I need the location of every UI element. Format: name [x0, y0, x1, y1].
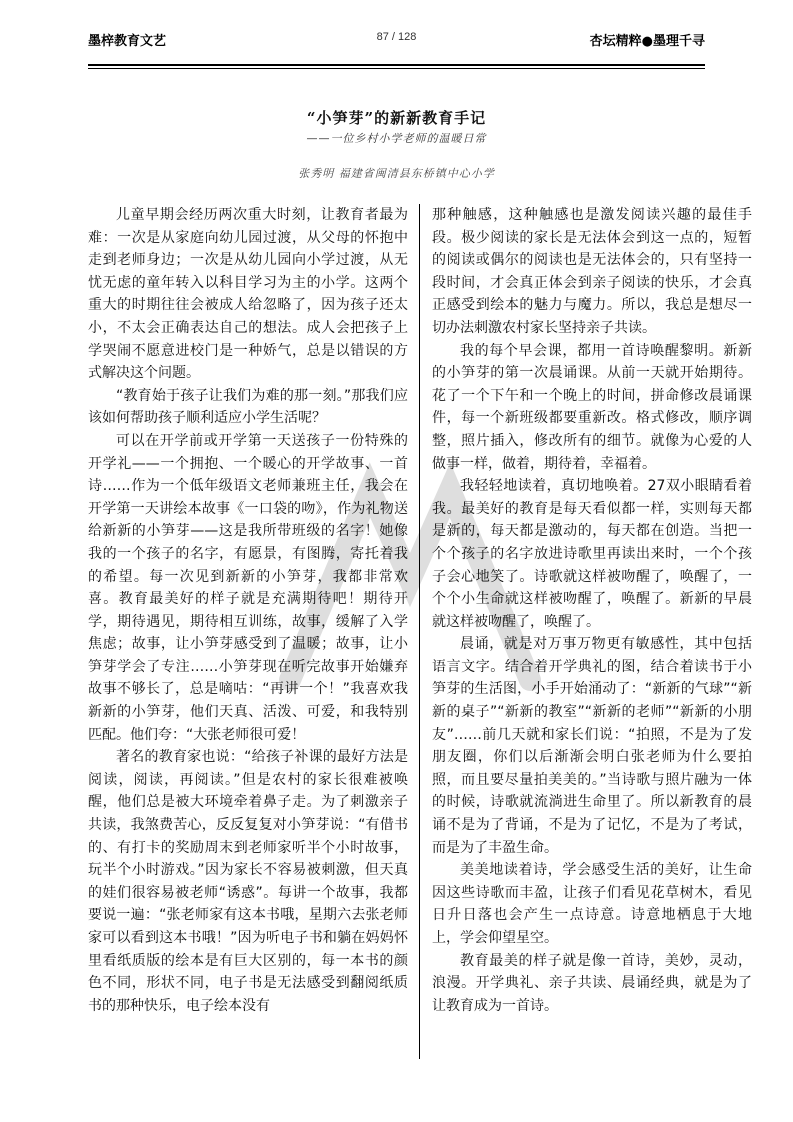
article-author: 张秀明 福建省闽清县东桥镇中心小学 — [298, 167, 495, 180]
paragraph: 儿童早期会经历两次重大时刻，让教育者最为难：一次是从家庭向幼儿园过渡，从父母的怀抱中走到老师身边；一次是从幼儿园向小学过渡，从无忧无虑的童年转入以科目学习为主的小学。这两个重大的时期往往会被成人给忽略了，因为孩子还太小，不太会正确表达自己的想法。成人会把孩子上学哭闹不愿意进校门是一种娇气，总是以错误的方式解决这个问题。 — [88, 207, 408, 382]
paragraph: 那种触感，这种触感也是激发阅读兴趣的最佳手段。极少阅读的家长是无法体会到这一点的，短暂的阅读或偶尔的阅读也是无法体会的，只有坚持一段时间，才会真正体会到亲子阅读的快乐，才会真正感受到绘本的魅力与魔力。所以，我总是想尽一切办法刺激农村家长坚持亲子共读。 — [432, 207, 752, 336]
header-rule-thin — [88, 68, 705, 69]
paragraph: 美美地读着诗，学会感受生活的美好，让生命因这些诗歌而丰盈，让孩子们看见花草树木，看见日升日落也会产生一点诗意。诗意地栖息于大地上，学会仰望星空。 — [432, 862, 752, 946]
paragraph: 我的每个早会课，都用一首诗唤醒黎明。新新的小笋芽的第一次晨诵课。从前一天就开始期待。花了一个下午和一个晚上的时间，拼命修改晨诵课件，每一个新班级都要重新改。格式修改，顺序调整，照片插入，修改所有的细节。就像为心爱的人做事一样，做着，期待着，幸福着。 — [432, 342, 752, 472]
article-subtitle: ——一位乡村小学老师的温暖日常 — [306, 132, 487, 145]
paragraph: 晨诵，就是对万事万物更有敏感性，其中包括语言文字。结合着开学典礼的图，结合着读书于小笋芽的生活图，小手开始涌动了：“新新的气球”“新新的桌子”“新新的教室”“新新的老师”“新新的小朋友”……前几天就和家长们说：“拍照，不是为了发朋友圈，你们以后渐渐会明白张老师为什么要拍照，而且要尽量拍美美的。”当诗歌与照片融为一体的时候，诗歌就流淌进生命里了。所以新教育的晨诵不是为了背诵，不是为了记忆，不是为了考试，而是为了丰盈生命。 — [432, 636, 752, 856]
page-number: 87 / 128 — [376, 31, 417, 43]
journal-name: 墨梓教育文艺 — [88, 34, 167, 49]
paragraph: 著名的教育家也说：“给孩子补课的最好方法是阅读，阅读，再阅读。”但是农村的家长很难被唤醒，他们总是被大环境牵着鼻子走。为了刺激亲子共读，我煞费苦心，反反复复对小笋芽说：“有借书的、有打卡的奖励周末到老师家听半个小时故事，玩半个小时游戏。”因为家长不容易被刺激，但天真的娃们很容易被老师“诱惑”。每讲一个故事，我都要说一遍：“张老师家有这本书哦，星期六去张老师家可以看到这本书哦！”因为听电子书和躺在妈妈怀里看纸质版的绘本是有巨大区别的，每一本书的颜色不同，形状不同，电子书是无法感受到翻阅纸质书的那种快乐，电子绘本没有 — [88, 749, 408, 1014]
right-column — [432, 204, 752, 1017]
section-name: 杏坛精粹●墨理千寻 — [589, 34, 705, 49]
paragraph: 教育最美的样子就是像一首诗，美妙，灵动，浪漫。开学典礼、亲子共读、晨诵经典，就是为了让教育成为一首诗。 — [432, 952, 752, 1014]
left-column — [88, 204, 408, 1017]
paragraph: 可以在开学前或开学第一天送孩子一份特殊的开学礼——一个拥抱、一个暖心的开学故事、一首诗……作为一个低年级语文老师兼班主任，我会在开学第一天讲绘本故事《一口袋的吻》，作为礼物送给新新的小笋芽——这是我所带班级的名字！她像我的一个孩子的名字，有愿景，有图腾，寄托着我的希望。每一次见到新新的小笋芽，我都非常欢喜。教育最美好的样子就是充满期待吧！期待开学，期待遇见，期待相互训练，故事，缓解了入学焦虑；故事，让小笋芽感受到了温暖；故事，让小笋芽学会了专注……小笋芽现在听完故事开始嫌弃故事不够长了，总是嘀咕：“再讲一个！”我喜欢我新新的小笋芽，他们天真、活泼、可爱，和我特别匹配。他们夸：“大张老师很可爱！ — [88, 432, 408, 743]
header-rule-thick — [88, 64, 705, 66]
paragraph: 我轻轻地读着，真切地唤着。27双小眼睛看着我。最美好的教育是每天看似都一样，实则每天都是新的，每天都是激动的，每天都在创造。当把一个个孩子的名字放进诗歌里再读出来时，一个个孩子会心地笑了。诗歌就这样被吻醒了，唤醒了，一个个小生命就这样被吻醒了，唤醒了。新新的早晨就这样被吻醒了，唤醒了。 — [432, 478, 752, 630]
paragraph: “教育始于孩子让我们为难的那一刻。”那我们应该如何帮助孩子顺利适应小学生活呢？ — [88, 387, 408, 427]
column-divider — [419, 204, 420, 1059]
page-header — [88, 26, 705, 66]
article-title: “小笋芽”的新新教育手记 — [306, 109, 487, 127]
